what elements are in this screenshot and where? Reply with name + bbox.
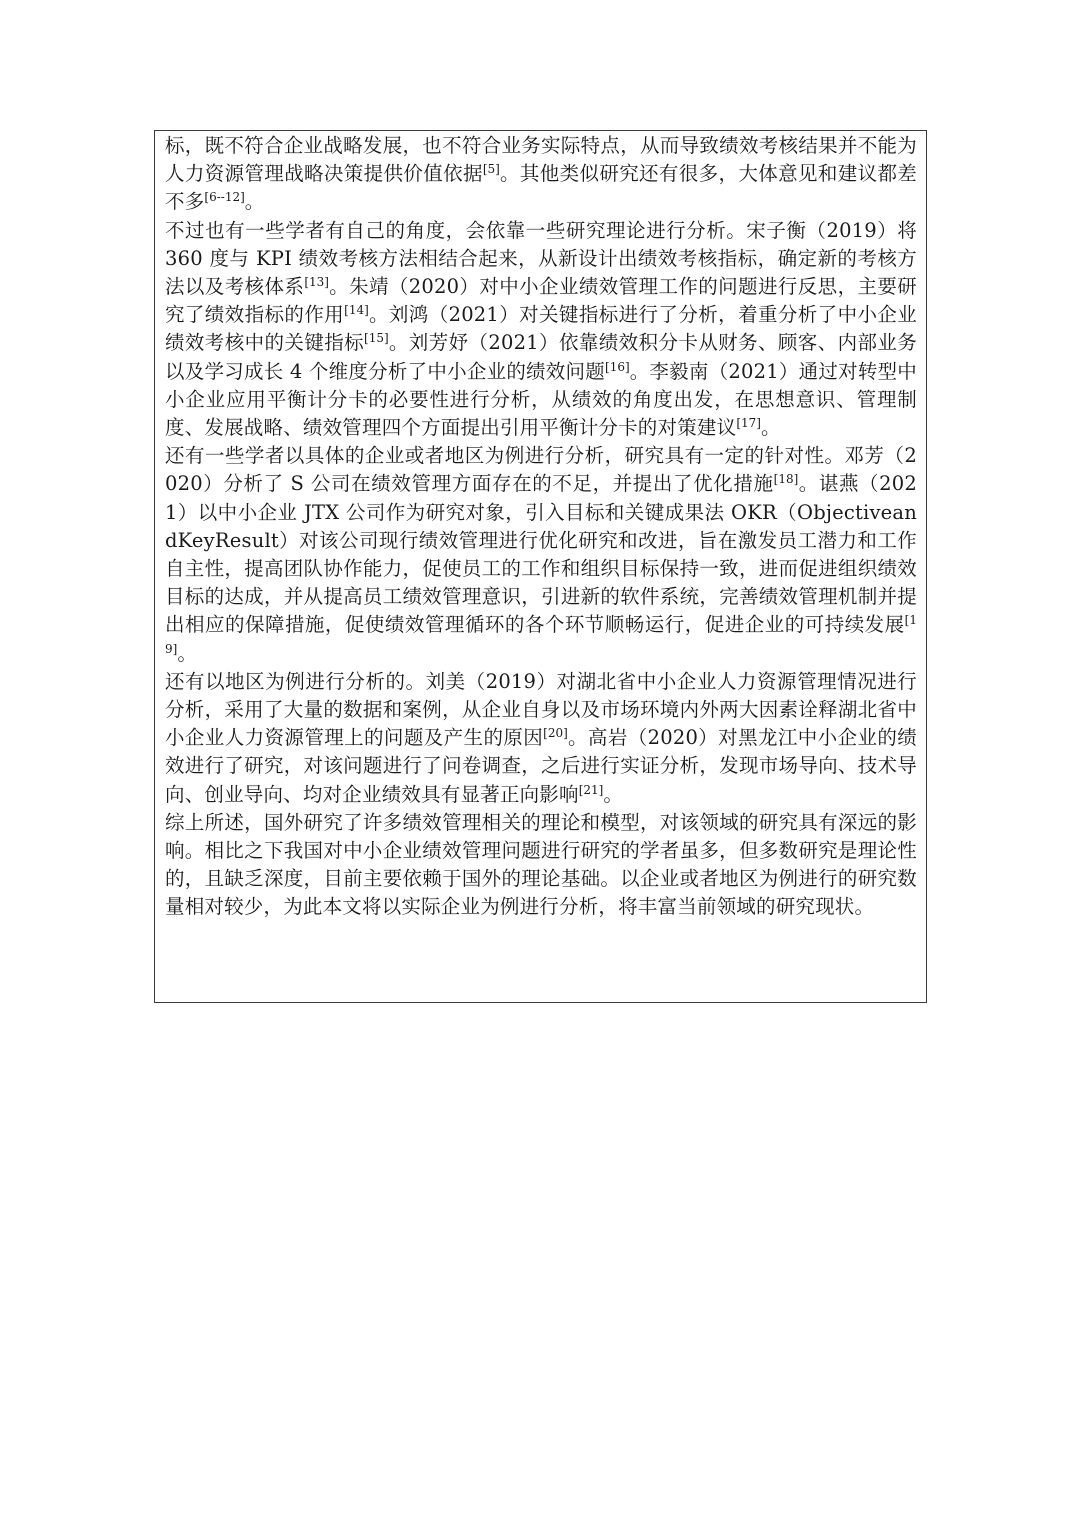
citation-marker: [14] [344,303,369,318]
citation-marker: [6--12] [204,190,245,205]
text-segment: 不过也有一些学者有自己的角度，会依靠一些研究理论进行分析。宋子衡（2019）将 360 度与 KPI 绩效考核方法相结合起来，从新设计出绩效考核指标，确定新的考核方法以及考核体系 [165,218,917,299]
paragraph-3 [165,442,917,668]
citation-marker: [13] [304,275,329,290]
text-segment: 还有以地区为例进行分析的。刘美（2019）对湖北省中小企业人力资源管理情况进行分析，采用了大量的数据和案例，从企业自身以及市场环境内外两大因素诠释湖北省中小企业人力资源管理上的问题及产生的原因 [165,669,917,750]
citation-marker: [16] [605,359,630,374]
citation-marker: [18] [773,472,799,487]
paragraph-5 [165,809,917,922]
paragraph-4 [165,668,917,809]
text-segment: 还有一些学者以具体的企业或者地区为例进行分析，研究具有一定的针对性。邓芳（2020）分析了 S 公司在绩效管理方面存在的不足，并提出了优化措施 [165,444,917,496]
text-segment: 标，既不符合企业战略发展，也不符合业务实际特点，从而导致绩效考核结果并不能为人力资源管理战略决策提供价值依据 [165,134,917,186]
text-segment: 。谌燕（2021）以中小企业 JTX 公司作为研究对象，引入目标和关键成果法 OKR（ObjectiveandKeyResult）对该公司现行绩效管理进行优化研究和改进，旨在激发员工潜力和工作自主性，提高团队协作能力，促使员工的工作和组织目标保持一致，进而促进组织绩效目标的达成，并从提高员工绩效管理意识，引进新的软件系统，完善绩效管理机制并提出相应的保障措施，促使绩效管理循环的各个环节顺畅运行，促进企业的可持续发展 [165,472,917,637]
citation-marker: [19] [165,613,917,656]
text-segment: 。高岩（2020）对黑龙江中小企业的绩效进行了研究，对该问题进行了问卷调查，之后进行实证分析，发现市场导向、技术导向、创业导向、均对企业绩效具有显著正向影响 [165,726,917,806]
citation-marker: [20] [543,726,568,741]
text-segment: 。刘鸿（2021）对关键指标进行了分析，着重分析了中小企业绩效考核中的关键指标 [165,303,917,355]
text-segment: 。 [760,416,781,440]
text-segment: 。 [603,782,624,806]
text-segment: 。 [244,190,265,214]
text-segment: 。李毅南（2021）通过对转型中小企业应用平衡计分卡的必要性进行分析，从绩效的角度出发，在思想意识、管理制度、发展战略、绩效管理四个方面提出引用平衡计分卡的对策建议 [165,359,917,440]
paragraph-2 [165,217,917,443]
text-segment: 。朱靖（2020）对中小企业绩效管理工作的问题进行反思，主要研究了绩效指标的作用 [165,275,917,327]
text-segment: 。其他类似研究还有很多，大体意见和建议都差不多 [165,162,918,214]
paragraph-1 [165,132,917,217]
bordered-text-box [154,130,927,1003]
citation-marker: [17] [736,416,761,431]
text-segment: 综上所述，国外研究了许多绩效管理相关的理论和模型，对该领域的研究具有深远的影响。相比之下我国对中小企业绩效管理问题进行研究的学者虽多，但多数研究是理论性的，且缺乏深度，目前主要依赖于国外的理论基础。以企业或者地区为例进行的研究数量相对较少，为此本文将以实际企业为例进行分析，将丰富当前领域的研究现状。 [165,810,917,919]
citation-marker: [5] [482,162,500,177]
text-segment: 。刘芳妤（2021）依靠绩效积分卡从财务、顾客、内部业务以及学习成长 4 个维度分析了中小企业的绩效问题 [165,331,917,383]
citation-marker: [21] [578,782,604,797]
text-segment: 。 [177,641,198,665]
citation-marker: [15] [364,331,389,346]
